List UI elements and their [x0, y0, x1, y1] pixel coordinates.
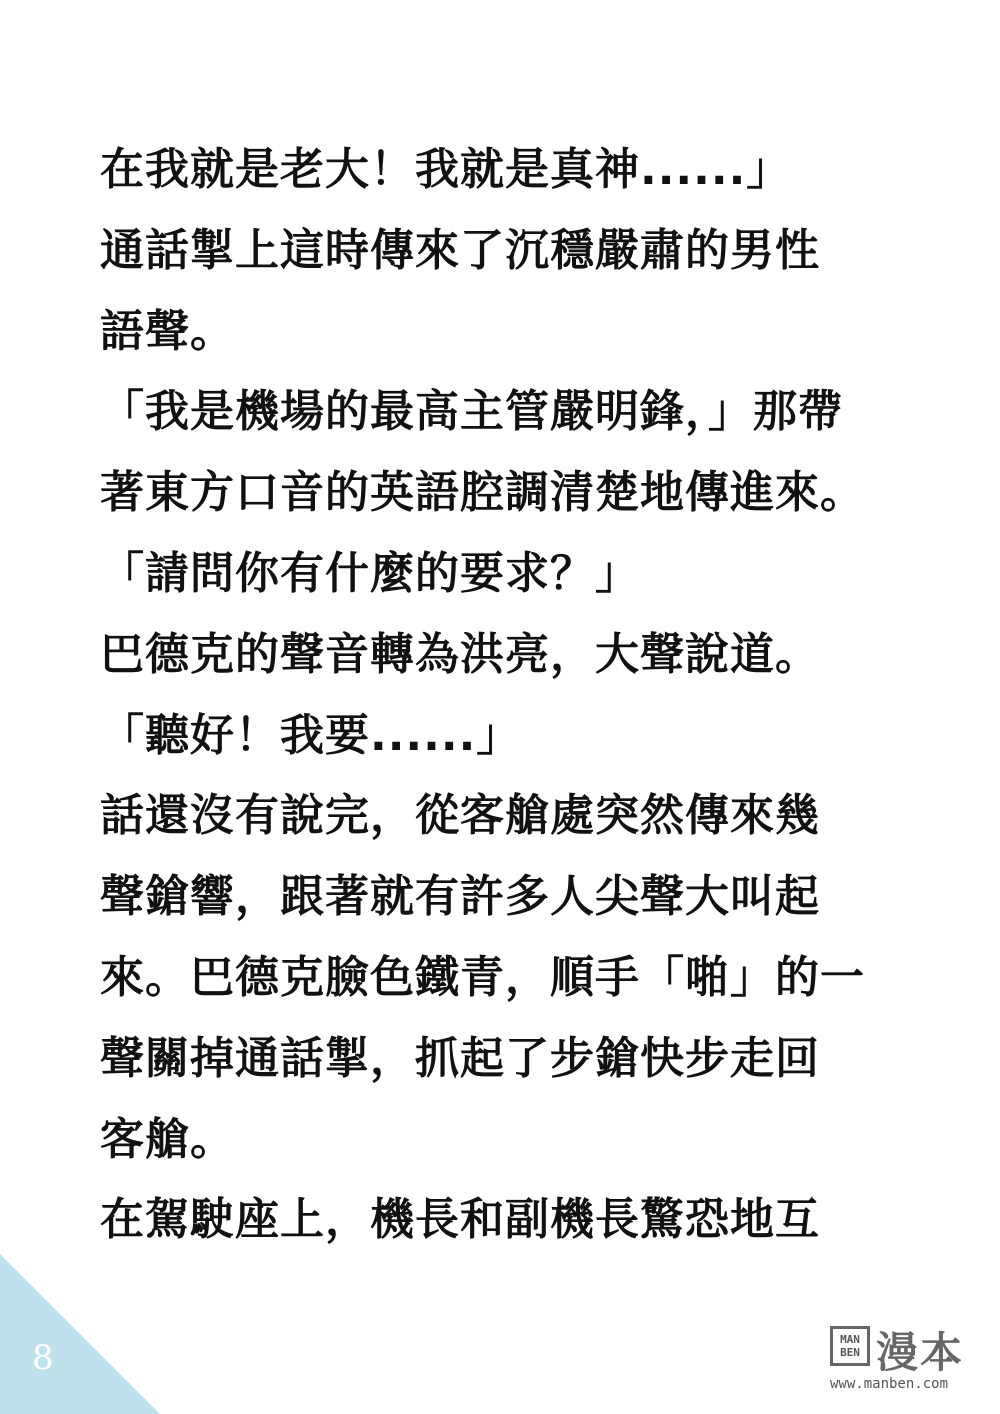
text-line: 「聽好！我要......」 — [100, 709, 522, 761]
watermark-url: www.manben.com — [830, 1376, 949, 1392]
watermark-logo-bottom: BEN — [840, 1346, 860, 1359]
text-line: 在駕駛座上，機長和副機長驚恐地互 — [100, 1194, 820, 1246]
watermark-title: 漫本 — [876, 1328, 965, 1377]
text-line: 聲鎗響，跟著就有許多人尖聲大叫起 — [100, 871, 820, 923]
watermark-logo-top: MAN — [840, 1333, 860, 1346]
text-line: 聲關掉通話掣，抓起了步鎗快步走回 — [100, 1032, 820, 1084]
page-body — [100, 130, 930, 1261]
text-line: 語聲。 — [100, 305, 235, 357]
corner-decoration — [0, 1254, 160, 1414]
text-line: 客艙。 — [100, 1113, 235, 1165]
text-line: 來。巴德克臉色鐵青，順手「啪」的一 — [100, 951, 865, 1003]
watermark-logo-icon — [830, 1326, 870, 1366]
text-line: 著東方口音的英語腔調清楚地傳進來。 — [100, 467, 865, 519]
text-line: 「我是機場的最高主管嚴明鋒，」那帶 — [100, 386, 843, 438]
page-number: 8 — [32, 1338, 54, 1378]
watermark — [830, 1320, 980, 1400]
text-line: 巴德克的聲音轉為洪亮，大聲說道。 — [100, 628, 820, 680]
text-line: 通話掣上這時傳來了沉穩嚴肅的男性 — [100, 224, 820, 276]
text-line: 在我就是老大！我就是真神......」 — [100, 144, 792, 195]
text-line: 「請問你有什麼的要求？」 — [100, 547, 640, 599]
text-line: 話還沒有說完，從客艙處突然傳來幾 — [100, 790, 820, 842]
